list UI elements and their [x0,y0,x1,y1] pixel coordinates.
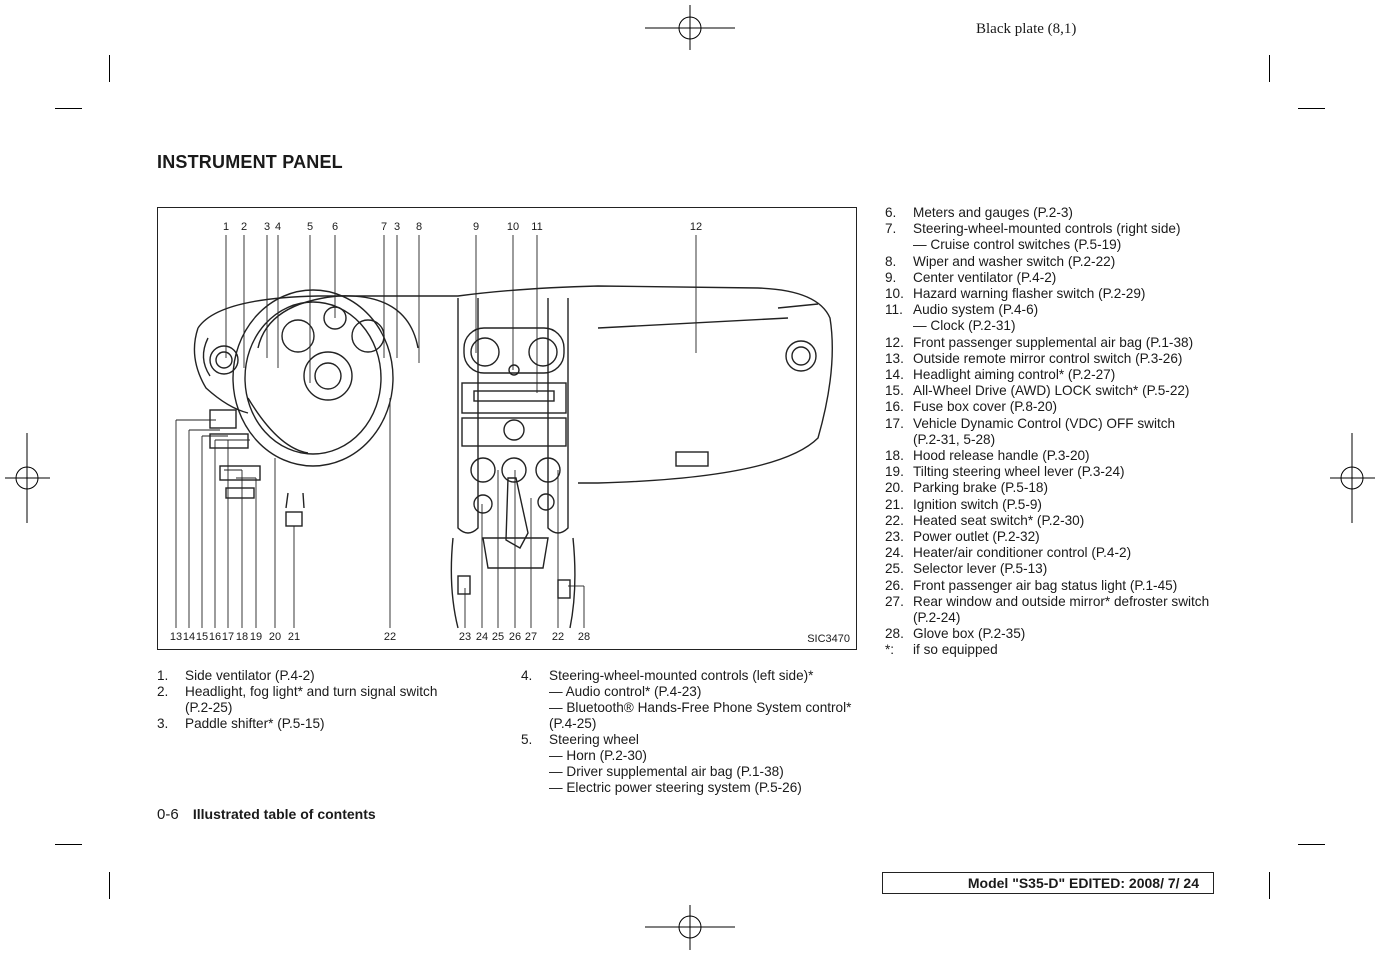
registration-mark-right [1330,433,1375,523]
legend-item-text: Vehicle Dynamic Control (VDC) OFF switch [913,415,1176,431]
legend-item [885,626,1230,642]
crop-mark [55,108,82,109]
callout-number: 1 [222,221,230,233]
legend-item [885,416,1230,432]
legend-subitem: — Cruise control switches (P.5-19) [913,237,1122,253]
legend-item-text: Paddle shifter* (P.5-15) [185,716,325,731]
legend-item-text: Parking brake (P.5-18) [913,480,1049,496]
callout-number: 9 [472,221,480,233]
callout-number: 8 [415,221,423,233]
callout-number: 26 [508,631,522,643]
callout-number: 7 [380,221,388,233]
legend-item [885,480,1230,496]
callout-number: 24 [475,631,489,643]
legend-item [157,716,477,732]
callout-number: 18 [235,631,249,643]
legend-item-number: 1. [157,668,169,683]
legend-item-text: Outside remote mirror control switch (P.3-26) [913,350,1183,366]
legend-item-number: 2. [157,684,169,699]
legend-item-text: Audio system (P.4-6) [913,302,1039,318]
legend-item [885,513,1230,529]
legend-item-number: 3. [157,716,169,731]
legend-item-text: Side ventilator (P.4-2) [185,668,315,683]
legend-item [885,594,1230,610]
crop-mark [109,55,110,82]
legend-item-text: Heater/air conditioner control (P.4-2) [913,545,1132,561]
legend-item-number: 23. [885,529,904,545]
legend-item-number: 15. [885,383,904,399]
legend-item-text: Selector lever (P.5-13) [913,561,1048,577]
legend-item-number: 4. [521,668,533,683]
legend-subitem: (P.2-25) [185,700,233,715]
legend-item-text: All-Wheel Drive (AWD) LOCK switch* (P.5-22) [913,383,1190,399]
legend-item-number: 27. [885,593,904,609]
callout-number: 11 [531,221,543,233]
legend-item-text: Fuse box cover (P.8-20) [913,399,1058,415]
legend-item-number: 8. [885,253,897,269]
legend-item-number: 21. [885,496,904,512]
legend-item-number: 14. [885,367,904,383]
callout-number: 19 [249,631,263,643]
page-number: 0-6 [157,806,179,823]
legend-subitem: — Bluetooth® Hands-Free Phone System control* [549,700,852,715]
legend-item [885,399,1230,415]
legend-item [521,668,866,684]
instrument-panel-figure [157,207,857,650]
callout-number: 10 [506,221,520,233]
legend-item [885,286,1230,302]
legend-item [157,668,477,684]
crop-mark [1298,844,1325,845]
legend-item-text: Front passenger air bag status light (P.1-45) [913,577,1178,593]
registration-mark-left [5,433,50,523]
legend-list-right [885,205,1230,659]
legend-item [885,545,1230,561]
legend-item [885,383,1230,399]
legend-item [885,351,1230,367]
callout-number: 3 [263,221,271,233]
legend-item [885,335,1230,351]
crop-mark [1269,872,1270,899]
legend-item [157,684,477,700]
legend-item-number: 9. [885,269,897,285]
legend-item-text: Power outlet (P.2-32) [913,529,1040,545]
legend-item-text: Headlight aiming control* (P.2-27) [913,367,1116,383]
legend-item-number: 10. [885,286,904,302]
callout-number: 16 [208,631,222,643]
legend-item-text: Front passenger supplemental air bag (P.1-38) [913,334,1194,350]
callout-number: 5 [306,221,314,233]
callout-number: 21 [287,631,301,643]
callout-number: 3 [393,221,401,233]
crop-mark [1298,108,1325,109]
legend-item [885,367,1230,383]
callout-number: 15 [195,631,209,643]
registration-mark-bottom [645,905,735,950]
legend-item-number: 7. [885,221,897,237]
legend-item-text: Tilting steering wheel lever (P.3-24) [913,464,1125,480]
crop-mark [55,844,82,845]
callout-number: 22 [383,631,397,643]
legend-item-number: 22. [885,512,904,528]
page-footer [157,806,376,823]
callout-number: 23 [458,631,472,643]
legend-subitem: (P.4-25) [549,716,597,731]
legend-item [885,578,1230,594]
legend-item-text: Rear window and outside mirror* defroster switch [913,593,1210,609]
legend-item [885,254,1230,270]
legend-item-number: 5. [521,732,533,747]
section-title: Illustrated table of contents [192,806,376,822]
crop-mark [109,872,110,899]
legend-item [885,529,1230,545]
legend-list-middle [521,668,866,796]
legend-item [885,205,1230,221]
legend-subitem: (P.2-31, 5-28) [913,431,996,447]
legend-item-number: *: [885,642,895,658]
callout-number: 4 [274,221,282,233]
legend-subitem: — Horn (P.2-30) [549,748,647,763]
registration-mark-top [645,5,735,50]
callout-number: 14 [182,631,196,643]
legend-item-number: 12. [885,334,904,350]
callout-number: 13 [169,631,183,643]
legend-item-text: if so equipped [913,642,998,658]
legend-item-number: 25. [885,561,904,577]
legend-list-left [157,668,477,732]
legend-item-text: Hood release handle (P.3-20) [913,448,1090,464]
legend-item-text: Hazard warning flasher switch (P.2-29) [913,286,1146,302]
legend-item-text: Ignition switch (P.5-9) [913,496,1042,512]
callout-number: 2 [240,221,248,233]
legend-item [885,464,1230,480]
legend-item-text: Headlight, fog light* and turn signal switch [185,684,438,699]
legend-subitem: — Audio control* (P.4-23) [549,684,702,699]
dashboard-illustration [158,208,858,651]
legend-subitem: — Electric power steering system (P.5-26) [549,780,802,795]
plate-label: Black plate (8,1) [976,21,1077,37]
legend-item-text: Steering-wheel-mounted controls (left side)* [549,668,814,683]
legend-item [885,642,1230,658]
callout-number: 28 [577,631,591,643]
figure-code: SIC3470 [807,633,850,645]
legend-item-number: 11. [885,302,903,318]
legend-item [885,302,1230,318]
legend-item-text: Steering wheel [549,732,639,747]
legend-item-number: 17. [885,415,904,431]
legend-subitem: — Clock (P.2-31) [913,318,1016,334]
crop-mark [1269,55,1270,82]
legend-item [885,561,1230,577]
callout-number: 20 [268,631,282,643]
legend-item [885,448,1230,464]
legend-item-text: Wiper and washer switch (P.2-22) [913,253,1116,269]
legend-item-number: 26. [885,577,904,593]
callout-number: 25 [491,631,505,643]
legend-item-text: Center ventilator (P.4-2) [913,269,1057,285]
legend-item [521,732,866,748]
callout-number: 17 [221,631,235,643]
legend-item-number: 16. [885,399,904,415]
page-title: INSTRUMENT PANEL [157,152,343,172]
callout-number: 6 [331,221,339,233]
legend-item [885,221,1230,237]
legend-item-text: Meters and gauges (P.2-3) [913,205,1073,220]
legend-subitem: — Driver supplemental air bag (P.1-38) [549,764,784,779]
legend-item-text: Steering-wheel-mounted controls (right side) [913,221,1181,237]
legend-item-number: 19. [885,464,904,480]
legend-item-text: Heated seat switch* (P.2-30) [913,512,1085,528]
legend-item [885,270,1230,286]
callout-number: 12 [689,221,703,233]
legend-item-number: 18. [885,448,904,464]
legend-item [885,497,1230,513]
legend-item-text: Glove box (P.2-35) [913,626,1026,642]
legend-item-number: 13. [885,350,904,366]
callout-number: 22 [551,631,565,643]
legend-item-number: 6. [885,205,897,220]
legend-item-number: 28. [885,626,904,642]
model-edited-box: Model "S35-D" EDITED: 2008/ 7/ 24 [882,872,1214,894]
callout-number: 27 [524,631,538,643]
legend-subitem: (P.2-24) [913,610,961,626]
legend-item-number: 24. [885,545,904,561]
legend-item-number: 20. [885,480,904,496]
